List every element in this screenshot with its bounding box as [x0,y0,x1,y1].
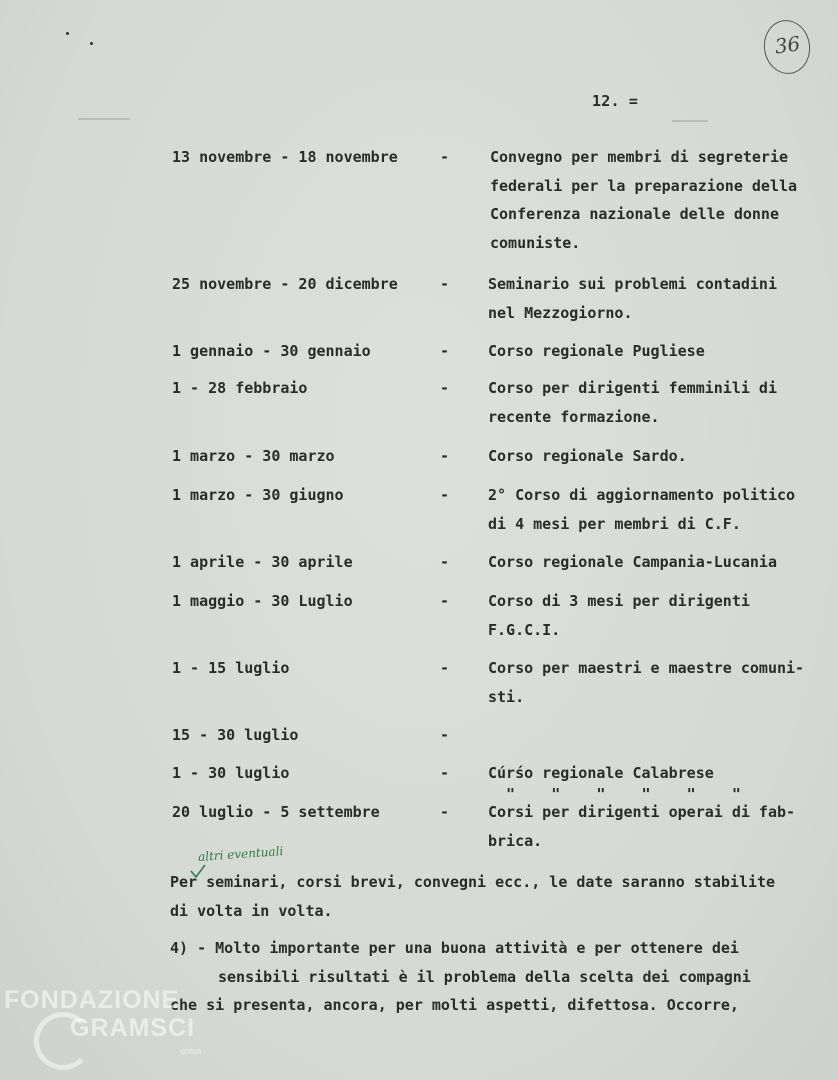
schedule-dates: 15 - 30 luglio [172,726,299,744]
schedule-dash: - [440,447,450,465]
schedule-dates: 1 aprile - 30 aprile [172,553,353,571]
paper-speck [66,32,69,35]
schedule-dates: 1 gennaio - 30 gennaio [172,342,371,360]
schedule-dash: - [440,148,450,166]
schedule-dates: 1 marzo - 30 giugno [172,486,344,504]
paper-mark [672,120,708,122]
schedule-dash: - [440,592,450,610]
schedule-dash: - [440,803,450,821]
schedule-description: 2° Corso di aggiornamento politico di 4 mesi per membri di C.F. [488,486,796,533]
schedule-dates: 1 marzo - 30 marzo [172,447,335,465]
folio-stamp [760,17,813,77]
schedule-dates: 1 - 28 febbraio [172,379,308,397]
page-number: 12. = [592,92,639,110]
schedule-description: Corso regionale Campania-Lucania [488,553,777,571]
schedule-dash: - [440,379,450,397]
schedule-description: Corso di 3 mesi per dirigenti F.G.C.I. [488,592,750,639]
paper-speck [90,42,93,45]
schedule-dash: - [440,764,450,782]
schedule-dash: - [440,553,450,571]
paragraph-point-4: 4) - Molto importante per una buona attività e per ottenere dei sensibili risultati è il problema della scelta dei compagni che si presenta, ancora, per molti aspetti, difettosa. Occorre, [170,939,751,1014]
schedule-dash: - [440,726,450,744]
paper-mark [78,118,130,120]
schedule-description: Corso per maestri e maestre comuni- sti. [488,659,805,706]
schedule-dates: 25 novembre - 20 dicembre [172,275,398,293]
paragraph-dates-note: Per seminari, corsi brevi, convegni ecc., le date saranno stabilite di volta in volta. [170,873,776,920]
schedule-dates: 13 novembre - 18 novembre [172,148,398,166]
schedule-dates: 1 maggio - 30 Luglio [172,592,353,610]
schedule-description: Corso per dirigenti femminili di recente formazione. [488,379,777,426]
schedule-dash: - [440,275,450,293]
schedule-description: Corsi per dirigenti operai di fab- brica. [488,803,796,850]
watermark-line3: onlus [180,1046,202,1056]
schedule-description: Convegno per membri di segreterie federali per la preparazione della Conferenza nazionale delle donne comuniste. [490,148,798,252]
schedule-description: Corso regionale Pugliese [488,342,705,360]
schedule-description: " " " " " " [488,785,741,803]
folio-number: 36 [773,31,802,59]
watermark-line2: GRAMSCI [70,1014,196,1042]
schedule-description: Cúrśo regionale Calabrese [488,764,714,782]
schedule-dash: - [440,659,450,677]
schedule-dates: 1 - 15 luglio [172,659,290,677]
schedule-dates: 1 - 30 luglio [172,764,290,782]
schedule-description: Corso regionale Sardo. [488,447,687,465]
schedule-dash: - [440,342,450,360]
schedule-dates: 20 luglio - 5 settembre [172,803,380,821]
schedule-dash: - [440,486,450,504]
watermark-line1: FONDAZIONE [4,986,180,1014]
handwritten-note: altri eventuali [197,844,284,864]
schedule-description: Seminario sui problemi contadini nel Mezzogiorno. [488,275,777,322]
